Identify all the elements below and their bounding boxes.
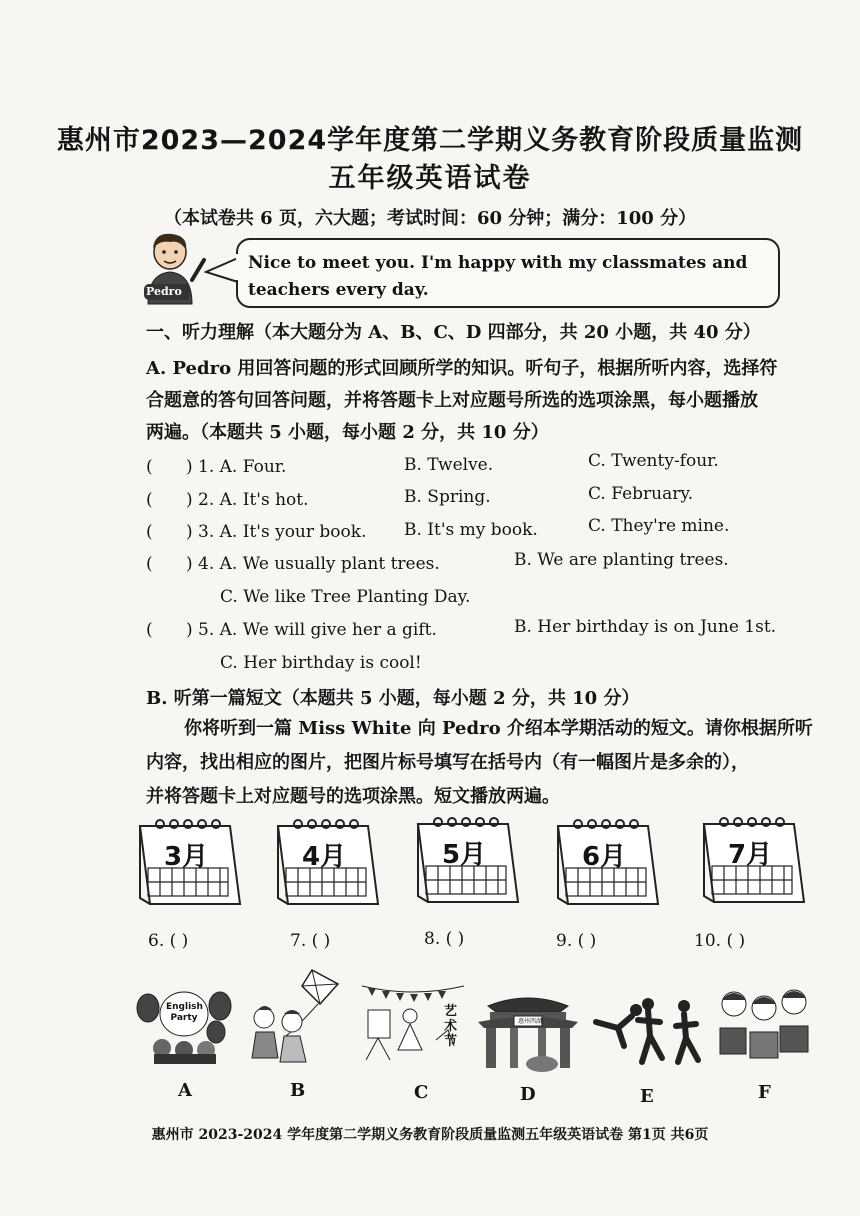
answer-paren[interactable]: ( — [146, 457, 153, 477]
answer-blank-9[interactable]: 9. ( ) — [556, 931, 597, 951]
option-b: B. Twelve. — [404, 455, 494, 475]
option-b: B. We are planting trees. — [514, 550, 729, 570]
speech-text: Nice to meet you. I'm happy with my classmates and teachers every day. — [248, 253, 748, 300]
partB-line3: 并将答题卡上对应题号的选项涂黑。短文播放两遍。 — [146, 786, 560, 807]
answer-paren[interactable]: ( — [146, 620, 153, 640]
page-footer: 惠州市 2023-2024 学年度第二学期义务教育阶段质量监测五年级英语试卷 第1页 共6页 — [151, 1127, 709, 1143]
option-c: C. Twenty-four. — [588, 451, 719, 471]
answer-paren[interactable]: ( — [146, 490, 153, 510]
answer-paren[interactable]: ( — [146, 522, 153, 542]
option-c: C. They're mine. — [588, 516, 730, 536]
answer-blank-8[interactable]: 8. ( ) — [424, 929, 465, 949]
option-b: B. Spring. — [404, 487, 491, 507]
picture-letter-b: B — [290, 1080, 306, 1101]
calendar-month: 7月 — [728, 840, 773, 870]
option-b: B. It's my book. — [404, 520, 538, 540]
picture-d-caption: 惠州西湖 — [518, 1018, 543, 1025]
calendar-month: 5月 — [442, 840, 487, 870]
option-a: ) 1. A. Four. — [186, 457, 287, 477]
picture-b-kite-children — [238, 966, 348, 1070]
option-b: B. Her birthday is on June 1st. — [514, 617, 777, 637]
calendar-month: 3月 — [164, 842, 209, 872]
option-a: ) 3. A. It's your book. — [186, 522, 367, 542]
calendar-month: 4月 — [302, 842, 347, 872]
picture-letter-a: A — [178, 1080, 192, 1101]
calendar-month: 6月 — [582, 842, 627, 872]
answer-blank-7[interactable]: 7. ( ) — [290, 931, 331, 951]
pedro-label: Pedro — [146, 285, 182, 298]
exam-info: （本试卷共 6 页，六大题；考试时间：60 分钟；满分：100 分） — [163, 208, 697, 229]
partB-line1: 你将听到一篇 Miss White 向 Pedro 介绍本学期活动的短文。请你根据所听 — [184, 718, 813, 739]
partB-line2: 内容，找出相应的图片，把图片标号填写在括号内（有一幅图片是多余的）， — [146, 752, 749, 773]
option-a: ) 2. A. It's hot. — [186, 490, 309, 510]
picture-a-caption: English Party — [166, 1002, 203, 1023]
picture-e-sports — [588, 996, 708, 1068]
partA-line1: A. Pedro 用回答问题的形式回顾所学的知识。听句子，根据所听内容，选择符 — [146, 358, 778, 379]
option-c: C. We like Tree Planting Day. — [220, 587, 471, 607]
exam-title: 惠州市2023—2024学年度第二学期义务教育阶段质量监测 — [56, 125, 804, 156]
partA-line3: 两遍。（本题共 5 小题，每小题 2 分，共 10 分） — [146, 422, 549, 443]
picture-letter-d: D — [520, 1084, 536, 1105]
picture-c-caption: 艺术节 — [444, 1004, 458, 1049]
picture-letter-c: C — [414, 1082, 429, 1103]
picture-d-gate — [472, 990, 584, 1072]
partB-heading: B. 听第一篇短文（本题共 5 小题，每小题 2 分，共 10 分） — [146, 688, 640, 709]
answer-paren[interactable]: ( — [146, 554, 153, 574]
option-c: C. Her birthday is cool! — [220, 653, 422, 673]
picture-letter-f: F — [758, 1082, 771, 1103]
option-c: C. February. — [588, 484, 694, 504]
answer-blank-10[interactable]: 10. ( ) — [694, 931, 746, 951]
picture-letter-e: E — [640, 1086, 654, 1107]
answer-blank-6[interactable]: 6. ( ) — [148, 931, 189, 951]
option-a: ) 4. A. We usually plant trees. — [186, 554, 440, 574]
section1-heading: 一、听力理解（本大题分为 A、B、C、D 四部分，共 20 小题，共 40 分） — [146, 322, 761, 343]
partA-line2: 合题意的答句回答问题，并将答题卡上对应题号所选的选项涂黑，每小题播放 — [146, 390, 758, 411]
exam-subtitle: 五年级英语试卷 — [328, 163, 532, 194]
option-a: ) 5. A. We will give her a gift. — [186, 620, 437, 640]
picture-f-reading-kids — [714, 984, 814, 1064]
